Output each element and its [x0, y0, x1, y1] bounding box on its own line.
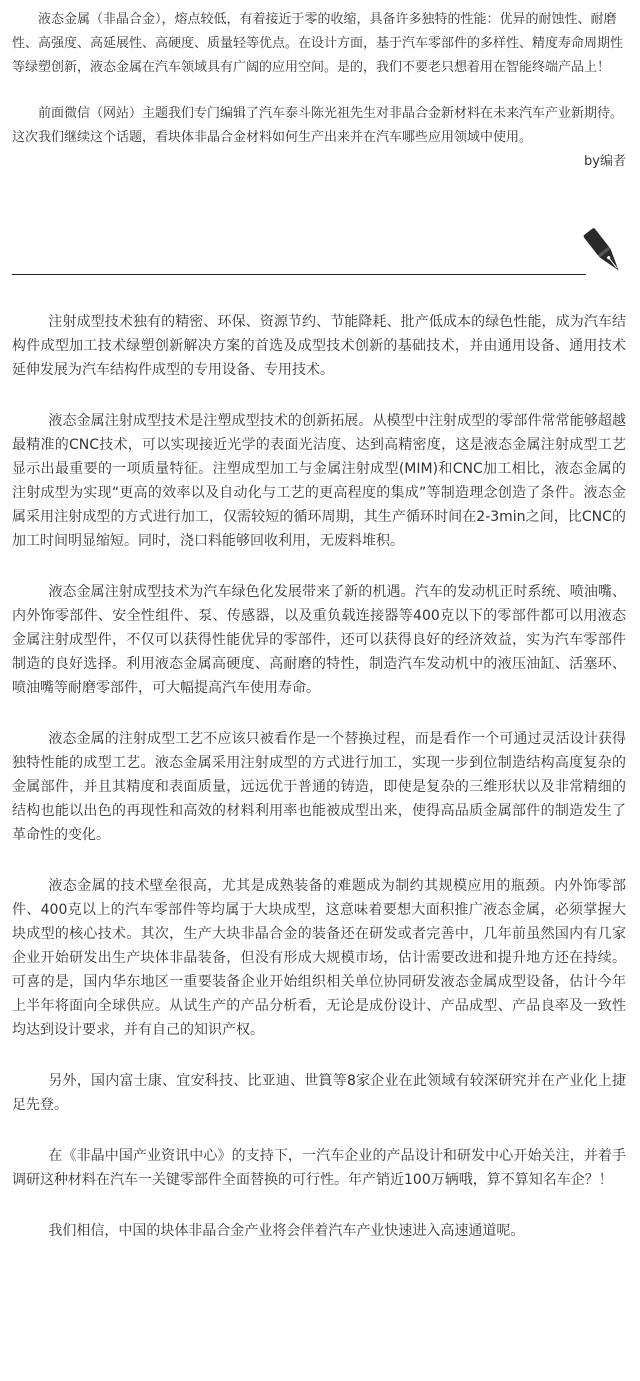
byline: by编者	[584, 154, 626, 169]
fountain-pen-nib-icon	[582, 228, 628, 278]
section-divider	[12, 274, 586, 275]
article-paragraph: 另外，国内富士康、宜安科技、比亚迪、世篔等8家企业在此领域有较深研究并在产业化上捷足先登。	[12, 1073, 626, 1113]
article-paragraph: 液态金属的注射成型工艺不应该只被看作是一个替换过程，而是看作一个可通过灵活设计获得独特性能的成型工艺。液态金属采用注射成型的方式进行加工，实现一步到位制造结构高度复杂的金属部件，并且其精度和表面质量，远远优于普通的铸造，即使是复杂的三维形状以及非常精细的结构也能以出色的再现性和高效的材料利用率也能被成型出来，使得高品质金属部件的制造发生了革命性的变化。	[12, 731, 626, 843]
article-paragraph: 液态金属的技术壁垒很高，尤其是成熟装备的难题成为制约其规模应用的瓶颈。内外饰零部件、400克以上的汽车零部件等均属于大块成型，这意味着要想大面积推广液态金属，必须掌握大块成型的核心技术。其次，生产大块非晶合金的装备还在研发或者完善中，几年前虽然国内有几家企业开始研发出生产块体非晶装备，但没有形成大规模市场，估计需要改进和提升地方还在持续。可喜的是，国内华东地区一重要装备企业开始组织相关单位协同研发液态金属成型设备，估计今年上半年将面向全球供应。从试生产的产品分析看，无论是成份设计、产品成型、产品良率及一致性均达到设计要求，并有自己的知识产权。	[12, 878, 626, 1038]
intro-section	[12, 8, 626, 172]
article-paragraph: 注射成型技术独有的精密、环保、资源节约、节能降耗、批产低成本的绿色性能，成为汽车结构件成型加工技术绿塑创新解决方案的首选及成型技术创新的基础技术，并由通用设备、通用技术延伸发展为汽车结构件成型的专用设备、专用技术。	[12, 314, 626, 378]
article-paragraph: 液态金属注射成型技术是注塑成型技术的创新拓展。从模型中注射成型的零部件常常能够超越最精准的CNC技术，可以实现接近光学的表面光洁度、达到高精密度，这是液态金属注射成型工艺显示出最重要的一项质量特征。注塑成型加工与金属注射成型(MIM)和CNC加工相比，液态金属的注射成型为实现“更高的效率以及自动化与工艺的更高程度的集成”等制造理念创造了条件。液态金属采用注射成型的方式进行加工，仅需较短的循环周期，其生产循环时间在2-3min之间，比CNC的加工时间明显缩短。同时，浇口料能够回收利用，无废料堆积。	[12, 413, 626, 549]
article-body	[12, 310, 626, 1270]
intro-paragraph-1: 液态金属（非晶合金），熔点较低，有着接近于零的收缩，具备许多独特的性能：优异的耐蚀性、耐磨性、高强度、高延展性、高硬度、质量轻等优点。在设计方面，基于汽车零部件的多样性、精度寿命周期性等绿塑创新，液态金属在汽车领域具有广阔的应用空间。是的，我们不要老只想着用在智能终端产品上！	[12, 12, 624, 75]
article-paragraph: 我们相信，中国的块体非晶合金产业将会伴着汽车产业快速进入高速通道呢。	[48, 1223, 525, 1239]
intro-paragraph-2: 前面微信（网站）主题我们专门编辑了汽车泰斗陈光祖先生对非晶合金新材料在未来汽车产业新期待。这次我们继续这个话题，看块体非晶合金材料如何生产出来并在汽车哪些应用领域中使用。	[12, 106, 624, 145]
article-paragraph: 液态金属注射成型技术为汽车绿色化发展带来了新的机遇。汽车的发动机正时系统、喷油嘴、内外饰零部件、安全性组件、泵、传感器，以及重负载连接器等400克以下的零部件都可以用液态金属注射成型件，不仅可以获得性能优异的零部件，还可以获得良好的经济效益，实为汽车零部件制造的良好选择。利用液态金属高硬度、高耐磨的特性，制造汽车发动机中的液压油缸、活塞环、喷油嘴等耐磨零部件，可大幅提高汽车使用寿命。	[12, 584, 626, 696]
article-paragraph: 在《非晶中国产业资讯中心》的支持下，一汽车企业的产品设计和研发中心开始关注，并着手调研这种材料在汽车一关键零部件全面替换的可行性。年产销近100万辆哦，算不算知名车企？！	[12, 1148, 626, 1188]
